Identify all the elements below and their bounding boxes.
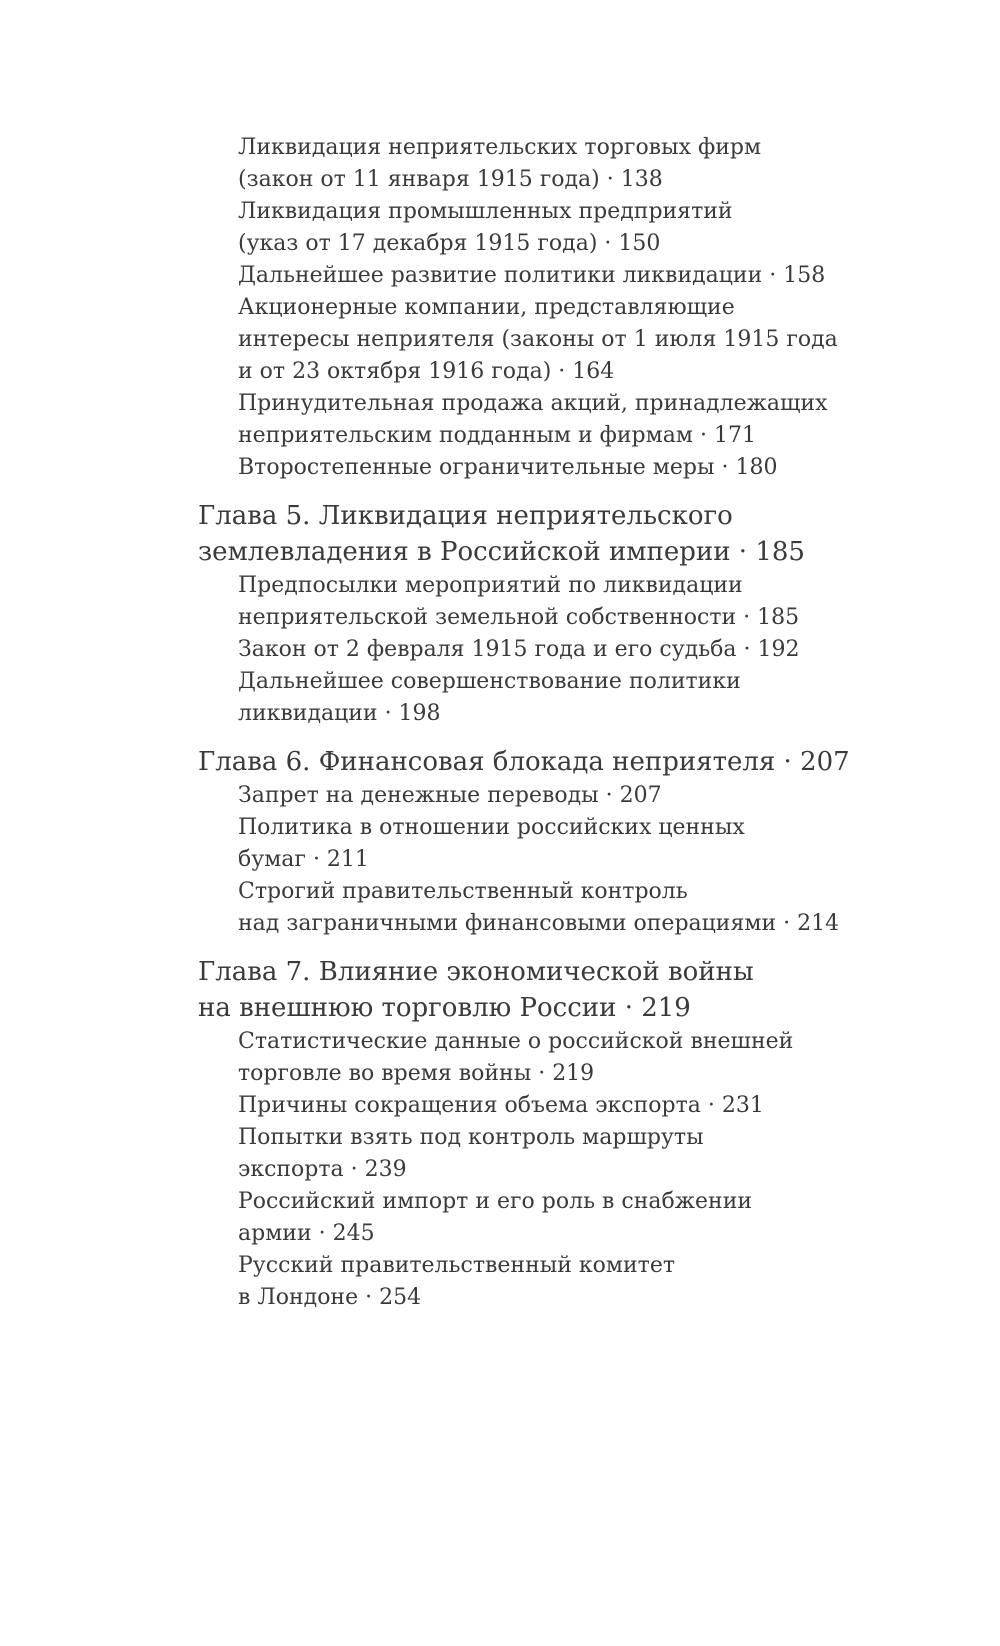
toc-entry[interactable]: Ликвидация неприятельских торговых фирм (закон от 11 января 1915 года) · 138 xyxy=(238,135,762,192)
chapter-entries xyxy=(198,780,978,940)
toc-entry[interactable]: Русский правительственный комитет в Лондоне · 254 xyxy=(238,1253,676,1310)
chapter-heading[interactable]: Глава 7. Влияние экономической войны на внешнюю торговлю России · 219 xyxy=(198,957,754,1023)
chapter-heading[interactable]: Глава 5. Ликвидация неприятельского землевладения в Российской империи · 185 xyxy=(198,501,805,567)
toc-entry[interactable]: Статистические данные о российской внешней торговле во время войны · 219 xyxy=(238,1029,794,1086)
toc-entry[interactable]: Закон от 2 февраля 1915 года и его судьба · 192 xyxy=(238,637,800,662)
chapter-entries xyxy=(198,570,978,730)
toc-entry[interactable]: Запрет на денежные переводы · 207 xyxy=(238,783,662,808)
table-of-contents xyxy=(198,132,978,1314)
chapter-7-section xyxy=(198,954,978,1314)
toc-entry[interactable]: Причины сокращения объема экспорта · 231 xyxy=(238,1093,764,1118)
chapter-heading[interactable]: Глава 6. Финансовая блокада неприятеля · 207 xyxy=(198,747,850,777)
toc-entry[interactable]: Дальнейшее совершенствование политики ликвидации · 198 xyxy=(238,669,741,726)
toc-entry[interactable]: Предпосылки мероприятий по ликвидации неприятельской земельной собственности · 185 xyxy=(238,573,800,630)
toc-entry[interactable]: Ликвидация промышленных предприятий (указ от 17 декабря 1915 года) · 150 xyxy=(238,199,733,256)
toc-entry[interactable]: Российский импорт и его роль в снабжении армии · 245 xyxy=(238,1189,753,1246)
toc-entry[interactable]: Принудительная продажа акций, принадлежащих неприятельским подданным и фирмам · 171 xyxy=(238,391,828,448)
toc-entry[interactable]: Второстепенные ограничительные меры · 180 xyxy=(238,455,778,480)
toc-entry[interactable]: Дальнейшее развитие политики ликвидации · 158 xyxy=(238,263,826,288)
toc-entry[interactable]: Строгий правительственный контроль над заграничными финансовыми операциями · 214 xyxy=(238,879,840,936)
toc-entry[interactable]: Акционерные компании, представляющие интересы неприятеля (законы от 1 июля 1915 года и от 23 октября 1916 года) · 164 xyxy=(238,295,838,384)
toc-entry[interactable]: Попытки взять под контроль маршруты экспорта · 239 xyxy=(238,1125,704,1182)
toc-entry[interactable]: Политика в отношении российских ценных бумаг · 211 xyxy=(238,815,745,872)
pre-section-list xyxy=(198,132,978,484)
chapter-entries xyxy=(198,1026,978,1314)
chapter-6-section xyxy=(198,744,978,940)
chapter-5-section xyxy=(198,498,978,730)
